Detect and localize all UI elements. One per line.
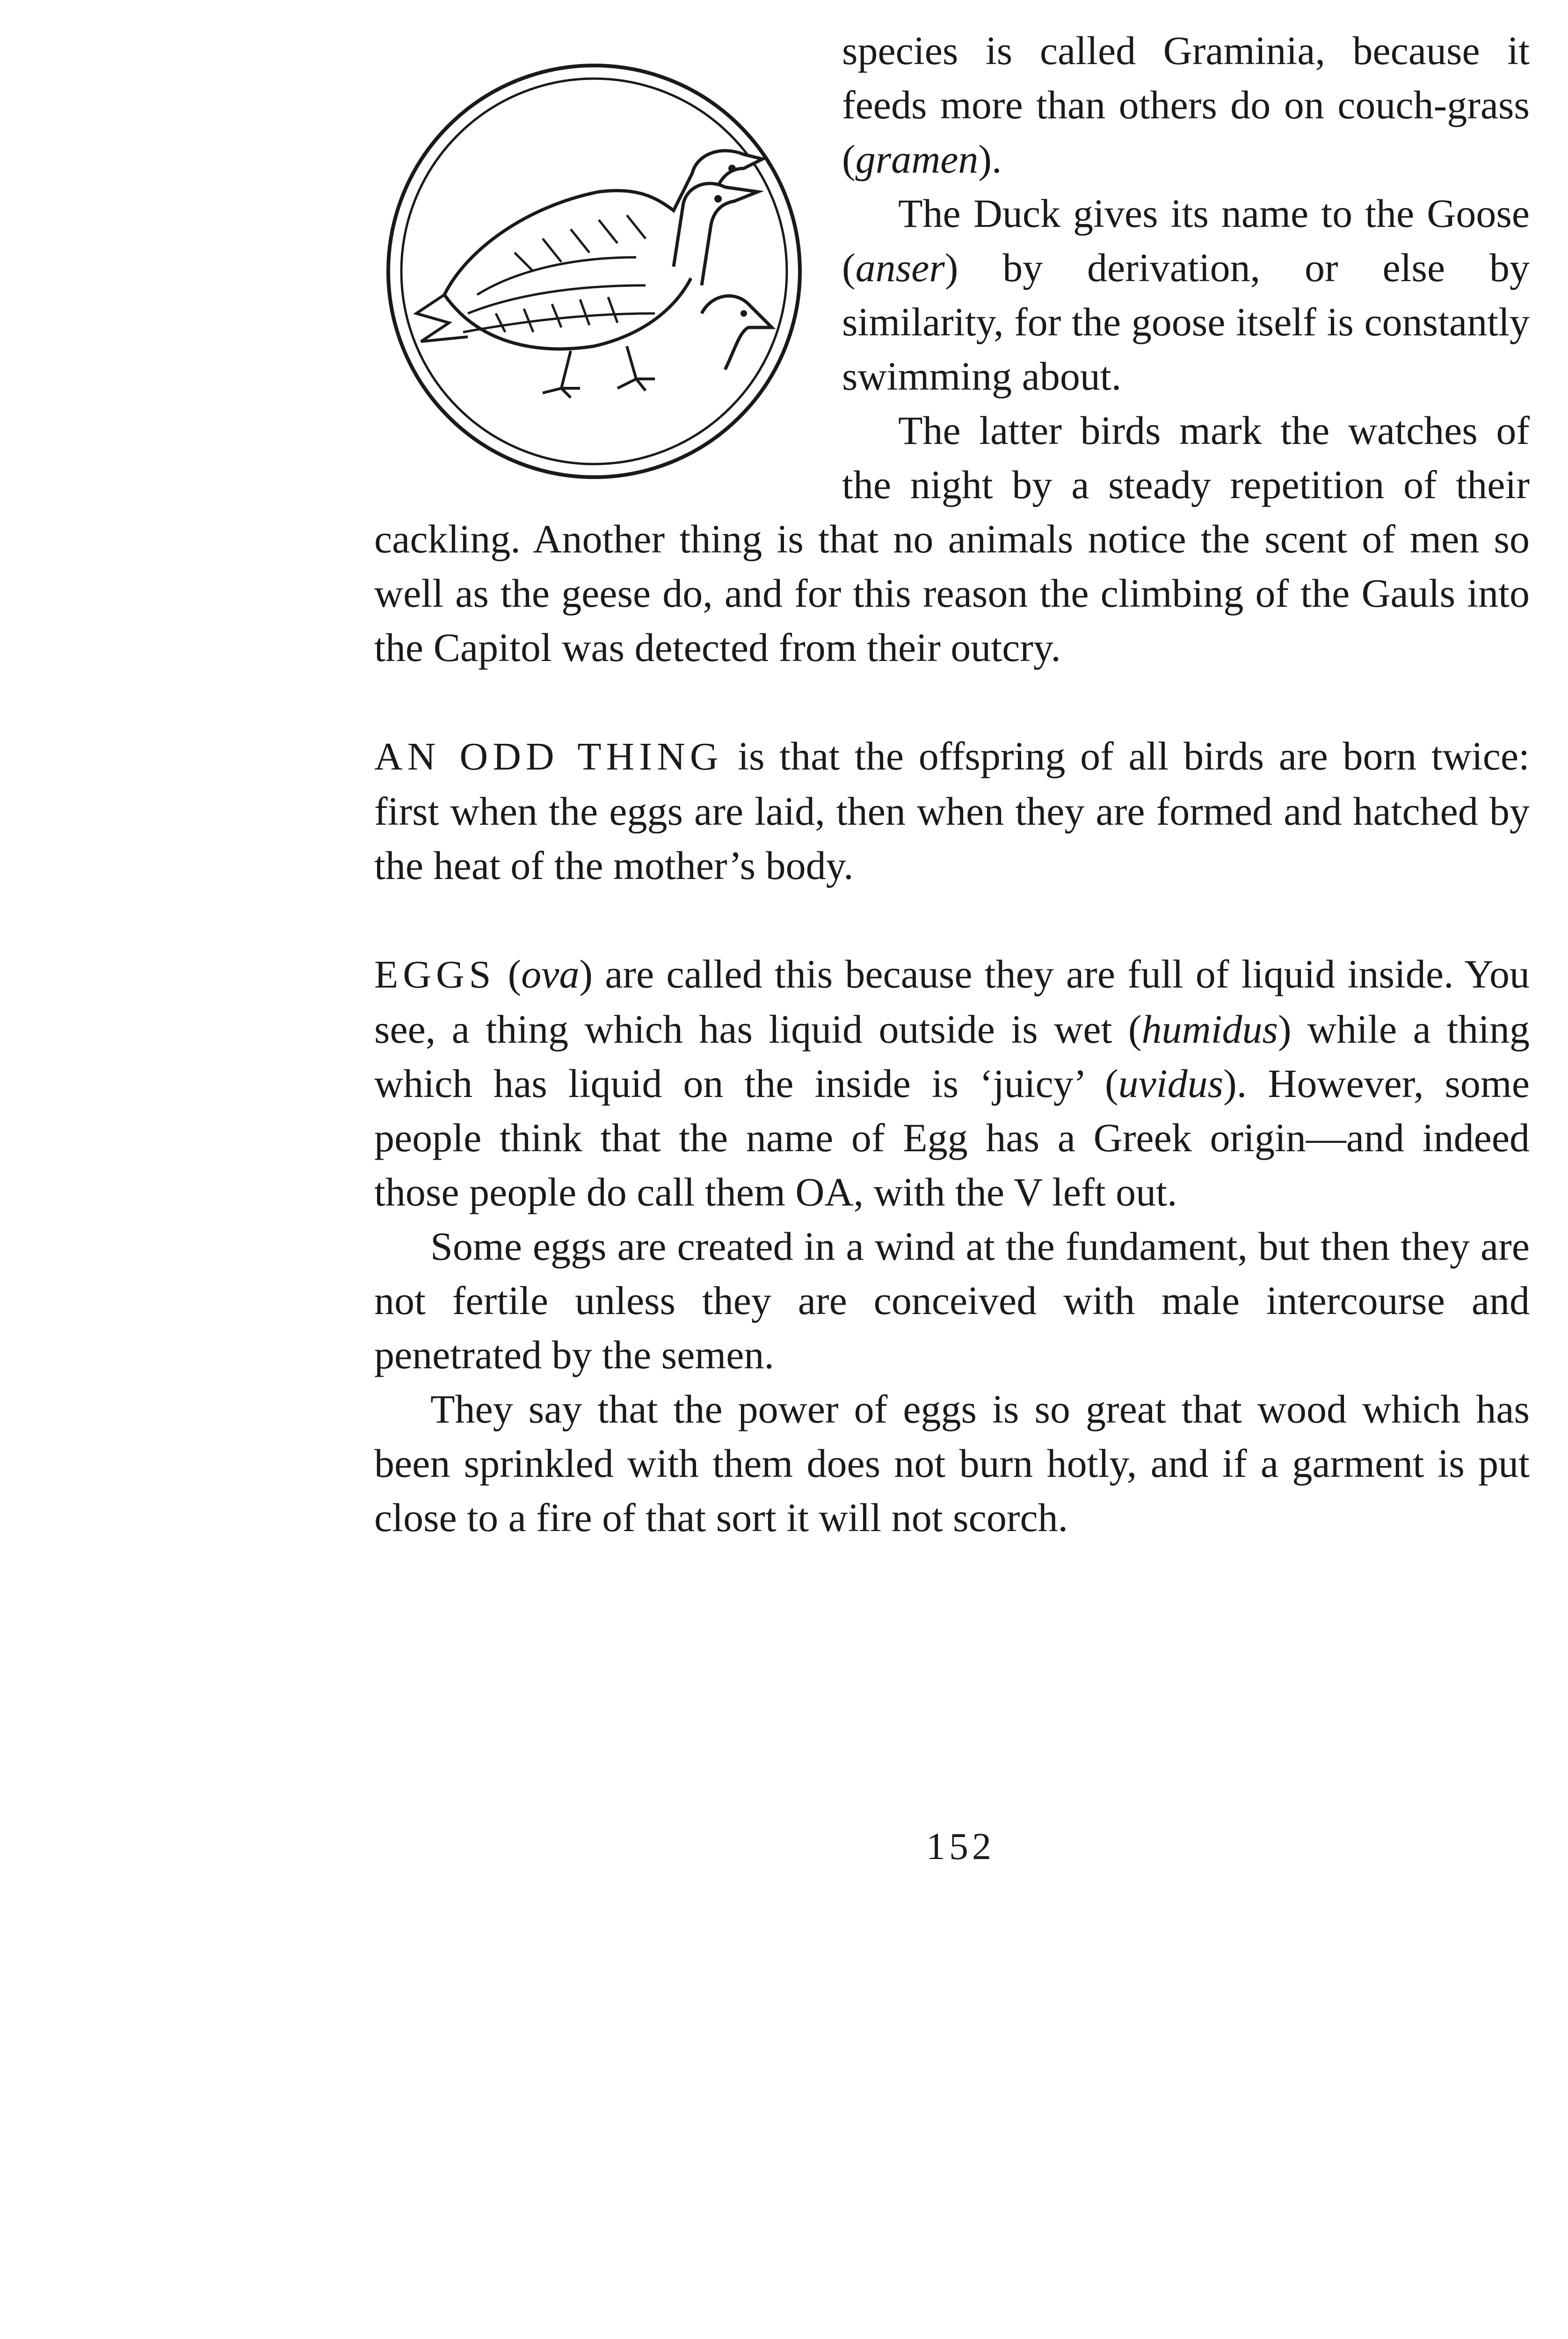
heading-eggs: EGGS bbox=[374, 953, 496, 996]
italic-uvidus: uvidus bbox=[1118, 1061, 1224, 1106]
paragraph-duck-goose-b: ) by derivation, or else by similarity, for the goose itself is constantly swimming about. bbox=[842, 245, 1530, 399]
paragraph-eggs-b: ) are called this because they are full of liquid inside. You see, a thing which has liquid outside is wet ( bbox=[374, 952, 1530, 1052]
paragraph-eggs-a: ( bbox=[495, 952, 522, 996]
paragraph-odd-thing bbox=[374, 729, 1530, 893]
page-number: 152 bbox=[926, 1825, 995, 1867]
italic-humidus: humidus bbox=[1141, 1007, 1278, 1052]
paragraph-power-of-eggs: They say that the power of eggs is so great that wood which has been sprinkled with them does not burn hotly, and if a garment is put close to a fire of that sort it will not scorch. bbox=[374, 1387, 1530, 1540]
birds-roundel-icon bbox=[374, 51, 814, 491]
duck-goose-emblem bbox=[374, 51, 814, 501]
paragraph-graminia-text: species is called Graminia, because it feeds more than others do on couch-grass ( bbox=[842, 28, 1530, 182]
paragraph-eggs-d: ). However, some people think that the name of Egg has a Greek origin—and indeed those people do call them OA, with the V left out. bbox=[374, 1061, 1530, 1214]
heading-odd-thing: AN ODD THING bbox=[374, 735, 723, 778]
paragraph-graminia-end: ). bbox=[978, 137, 1002, 182]
paragraph-eggs bbox=[374, 947, 1530, 1219]
paragraph-odd-thing-body: is that the offspring of all birds are born twice: first when the eggs are laid, then when they are formed and hatched by the heat of the mother’s body. bbox=[374, 734, 1530, 888]
italic-gramen: gramen bbox=[855, 137, 979, 182]
paragraph-latter-birds: The latter birds mark the watches of the night by a steady repetition of their cackling. Another thing is that no animals notice the scent of men so well as the geese do, and for this reason the climbing of the Gauls into the Capitol was detected from their outcry. bbox=[374, 408, 1530, 670]
italic-anser: anser bbox=[855, 245, 945, 290]
paragraph-eggs-c: ) while a thing which has liquid on the inside is ‘juicy’ ( bbox=[374, 1007, 1530, 1106]
body-text bbox=[374, 23, 1530, 1545]
paragraph-duck-goose-a: The Duck gives its name to the Goose ( bbox=[842, 191, 1530, 290]
paragraph-wind-eggs: Some eggs are created in a wind at the fundament, but then they are not fertile unless they are conceived with male intercourse and penetrated by the semen. bbox=[374, 1224, 1530, 1377]
italic-ova: ova bbox=[521, 952, 580, 996]
